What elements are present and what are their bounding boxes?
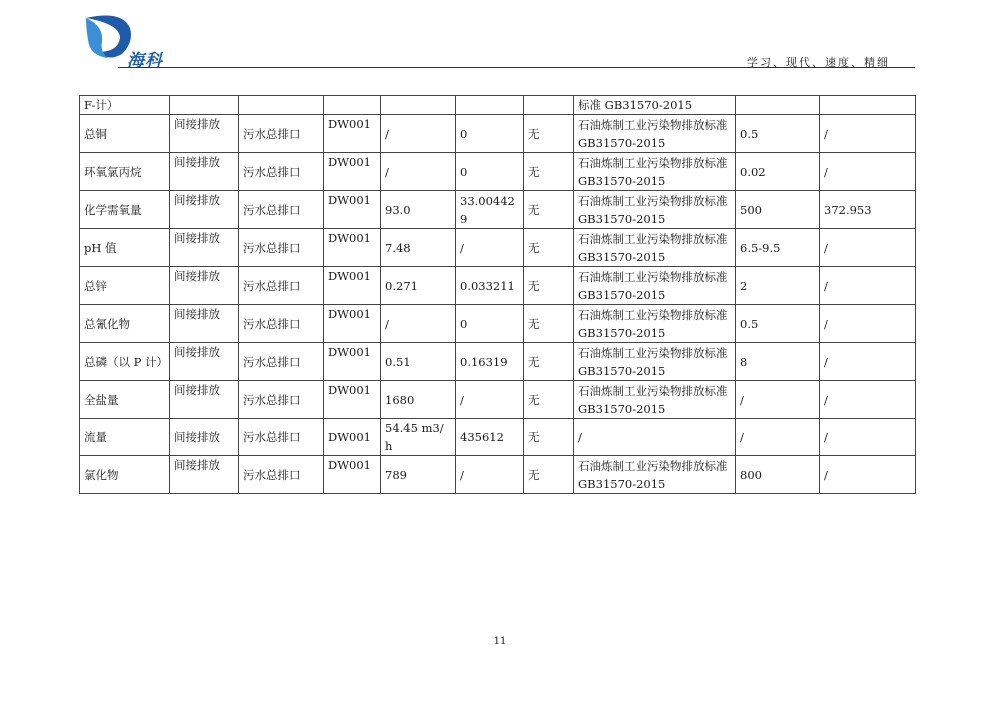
table-row (80, 419, 916, 456)
cell-emission-amount: 435612 (456, 419, 524, 456)
cell-emission-amount: 0.16319 (456, 343, 524, 381)
cell-pollutant-name: 氯化物 (80, 456, 170, 494)
cell-outlet-id: DW001 (324, 419, 381, 456)
cell-permit-amount: / (820, 456, 916, 494)
cell-outlet-id (324, 96, 381, 115)
cell-pollutant-name: 全盐量 (80, 381, 170, 419)
cell-limit-value: 6.5-9.5 (736, 229, 820, 267)
cell-standard-name: 石油炼制工业污染物排放标准 GB31570-2015 (574, 456, 736, 494)
cell-discharge-mode: 间接排放 (170, 191, 239, 229)
cell-outlet-id: DW001 (324, 343, 381, 381)
cell-pollutant-name: 总氰化物 (80, 305, 170, 343)
table-row (80, 381, 916, 419)
cell-outlet-name: 污水总排口 (239, 343, 324, 381)
cell-exceed-status (524, 96, 574, 115)
cell-discharge-mode: 间接排放 (170, 419, 239, 456)
cell-concentration (381, 96, 456, 115)
cell-outlet-name: 污水总排口 (239, 229, 324, 267)
cell-exceed-status: 无 (524, 191, 574, 229)
cell-permit-amount: / (820, 229, 916, 267)
cell-outlet-name: 污水总排口 (239, 115, 324, 153)
cell-outlet-name (239, 96, 324, 115)
cell-limit-value: 800 (736, 456, 820, 494)
cell-discharge-mode: 间接排放 (170, 381, 239, 419)
cell-discharge-mode: 间接排放 (170, 267, 239, 305)
cell-pollutant-name: 化学需氧量 (80, 191, 170, 229)
page-number: 11 (493, 636, 507, 647)
cell-outlet-id: DW001 (324, 381, 381, 419)
cell-standard-name: 石油炼制工业污染物排放标准 GB31570-2015 (574, 115, 736, 153)
cell-pollutant-name: 总铜 (80, 115, 170, 153)
cell-limit-value (736, 96, 820, 115)
cell-pollutant-name: 环氧氯丙烷 (80, 153, 170, 191)
cell-emission-amount: 0.033211 (456, 267, 524, 305)
cell-limit-value: 8 (736, 343, 820, 381)
cell-concentration: 0.51 (381, 343, 456, 381)
table-row (80, 267, 916, 305)
cell-standard-name: 标准 GB31570-2015 (574, 96, 736, 115)
cell-exceed-status: 无 (524, 229, 574, 267)
cell-discharge-mode: 间接排放 (170, 115, 239, 153)
cell-exceed-status: 无 (524, 267, 574, 305)
cell-permit-amount: / (820, 267, 916, 305)
cell-concentration: 93.0 (381, 191, 456, 229)
cell-outlet-name: 污水总排口 (239, 419, 324, 456)
cell-standard-name: / (574, 419, 736, 456)
cell-outlet-id: DW001 (324, 115, 381, 153)
cell-permit-amount: / (820, 419, 916, 456)
table-row (80, 153, 916, 191)
cell-emission-amount: 0 (456, 305, 524, 343)
cell-outlet-id: DW001 (324, 305, 381, 343)
cell-emission-amount: / (456, 381, 524, 419)
cell-emission-amount: / (456, 229, 524, 267)
cell-limit-value: 2 (736, 267, 820, 305)
cell-standard-name: 石油炼制工业污染物排放标准 GB31570-2015 (574, 343, 736, 381)
cell-concentration: 54.45 m3/h (381, 419, 456, 456)
cell-permit-amount: / (820, 115, 916, 153)
cell-exceed-status: 无 (524, 419, 574, 456)
cell-pollutant-name: F-计） (80, 96, 170, 115)
cell-concentration: 789 (381, 456, 456, 494)
header-motto: 学习、现代、速度、精细 (747, 56, 890, 69)
cell-limit-value: / (736, 419, 820, 456)
cell-pollutant-name: 总锌 (80, 267, 170, 305)
cell-outlet-id: DW001 (324, 229, 381, 267)
cell-emission-amount: 33.004429 (456, 191, 524, 229)
cell-emission-amount: 0 (456, 153, 524, 191)
cell-concentration: / (381, 115, 456, 153)
cell-limit-value: 0.5 (736, 115, 820, 153)
cell-discharge-mode: 间接排放 (170, 305, 239, 343)
cell-emission-amount: / (456, 456, 524, 494)
cell-outlet-id: DW001 (324, 191, 381, 229)
cell-discharge-mode: 间接排放 (170, 343, 239, 381)
cell-permit-amount: / (820, 305, 916, 343)
table-row (80, 229, 916, 267)
cell-concentration: 1680 (381, 381, 456, 419)
cell-permit-amount: / (820, 153, 916, 191)
cell-exceed-status: 无 (524, 115, 574, 153)
cell-standard-name: 石油炼制工业污染物排放标准 GB31570-2015 (574, 229, 736, 267)
cell-outlet-name: 污水总排口 (239, 456, 324, 494)
cell-emission-amount: 0 (456, 115, 524, 153)
cell-outlet-name: 污水总排口 (239, 153, 324, 191)
cell-permit-amount: 372.953 (820, 191, 916, 229)
cell-outlet-name: 污水总排口 (239, 381, 324, 419)
cell-outlet-id: DW001 (324, 456, 381, 494)
cell-permit-amount: / (820, 343, 916, 381)
cell-concentration: / (381, 153, 456, 191)
cell-pollutant-name: 流量 (80, 419, 170, 456)
cell-exceed-status: 无 (524, 343, 574, 381)
cell-pollutant-name: 总磷（以 P 计） (80, 343, 170, 381)
cell-outlet-name: 污水总排口 (239, 305, 324, 343)
cell-discharge-mode: 间接排放 (170, 153, 239, 191)
pollutant-table (79, 95, 916, 494)
table-row (80, 343, 916, 381)
table-row (80, 305, 916, 343)
cell-standard-name: 石油炼制工业污染物排放标准 GB31570-2015 (574, 267, 736, 305)
cell-permit-amount (820, 96, 916, 115)
header-rule (118, 67, 915, 68)
cell-emission-amount (456, 96, 524, 115)
cell-discharge-mode: 间接排放 (170, 229, 239, 267)
cell-permit-amount: / (820, 381, 916, 419)
cell-concentration: / (381, 305, 456, 343)
cell-outlet-id: DW001 (324, 267, 381, 305)
cell-concentration: 0.271 (381, 267, 456, 305)
cell-exceed-status: 无 (524, 153, 574, 191)
cell-concentration: 7.48 (381, 229, 456, 267)
cell-discharge-mode: 间接排放 (170, 456, 239, 494)
logo-text: 海科 (127, 51, 163, 71)
cell-standard-name: 石油炼制工业污染物排放标准 GB31570-2015 (574, 191, 736, 229)
table-row (80, 96, 916, 115)
cell-standard-name: 石油炼制工业污染物排放标准 GB31570-2015 (574, 153, 736, 191)
table-row (80, 191, 916, 229)
cell-limit-value: 0.02 (736, 153, 820, 191)
table-row (80, 456, 916, 494)
cell-outlet-name: 污水总排口 (239, 267, 324, 305)
cell-outlet-name: 污水总排口 (239, 191, 324, 229)
cell-standard-name: 石油炼制工业污染物排放标准 GB31570-2015 (574, 381, 736, 419)
cell-exceed-status: 无 (524, 305, 574, 343)
cell-limit-value: 0.5 (736, 305, 820, 343)
cell-exceed-status: 无 (524, 381, 574, 419)
cell-limit-value: 500 (736, 191, 820, 229)
cell-outlet-id: DW001 (324, 153, 381, 191)
cell-exceed-status: 无 (524, 456, 574, 494)
cell-limit-value: / (736, 381, 820, 419)
table-row (80, 115, 916, 153)
cell-pollutant-name: pH 值 (80, 229, 170, 267)
cell-standard-name: 石油炼制工业污染物排放标准 GB31570-2015 (574, 305, 736, 343)
cell-discharge-mode (170, 96, 239, 115)
